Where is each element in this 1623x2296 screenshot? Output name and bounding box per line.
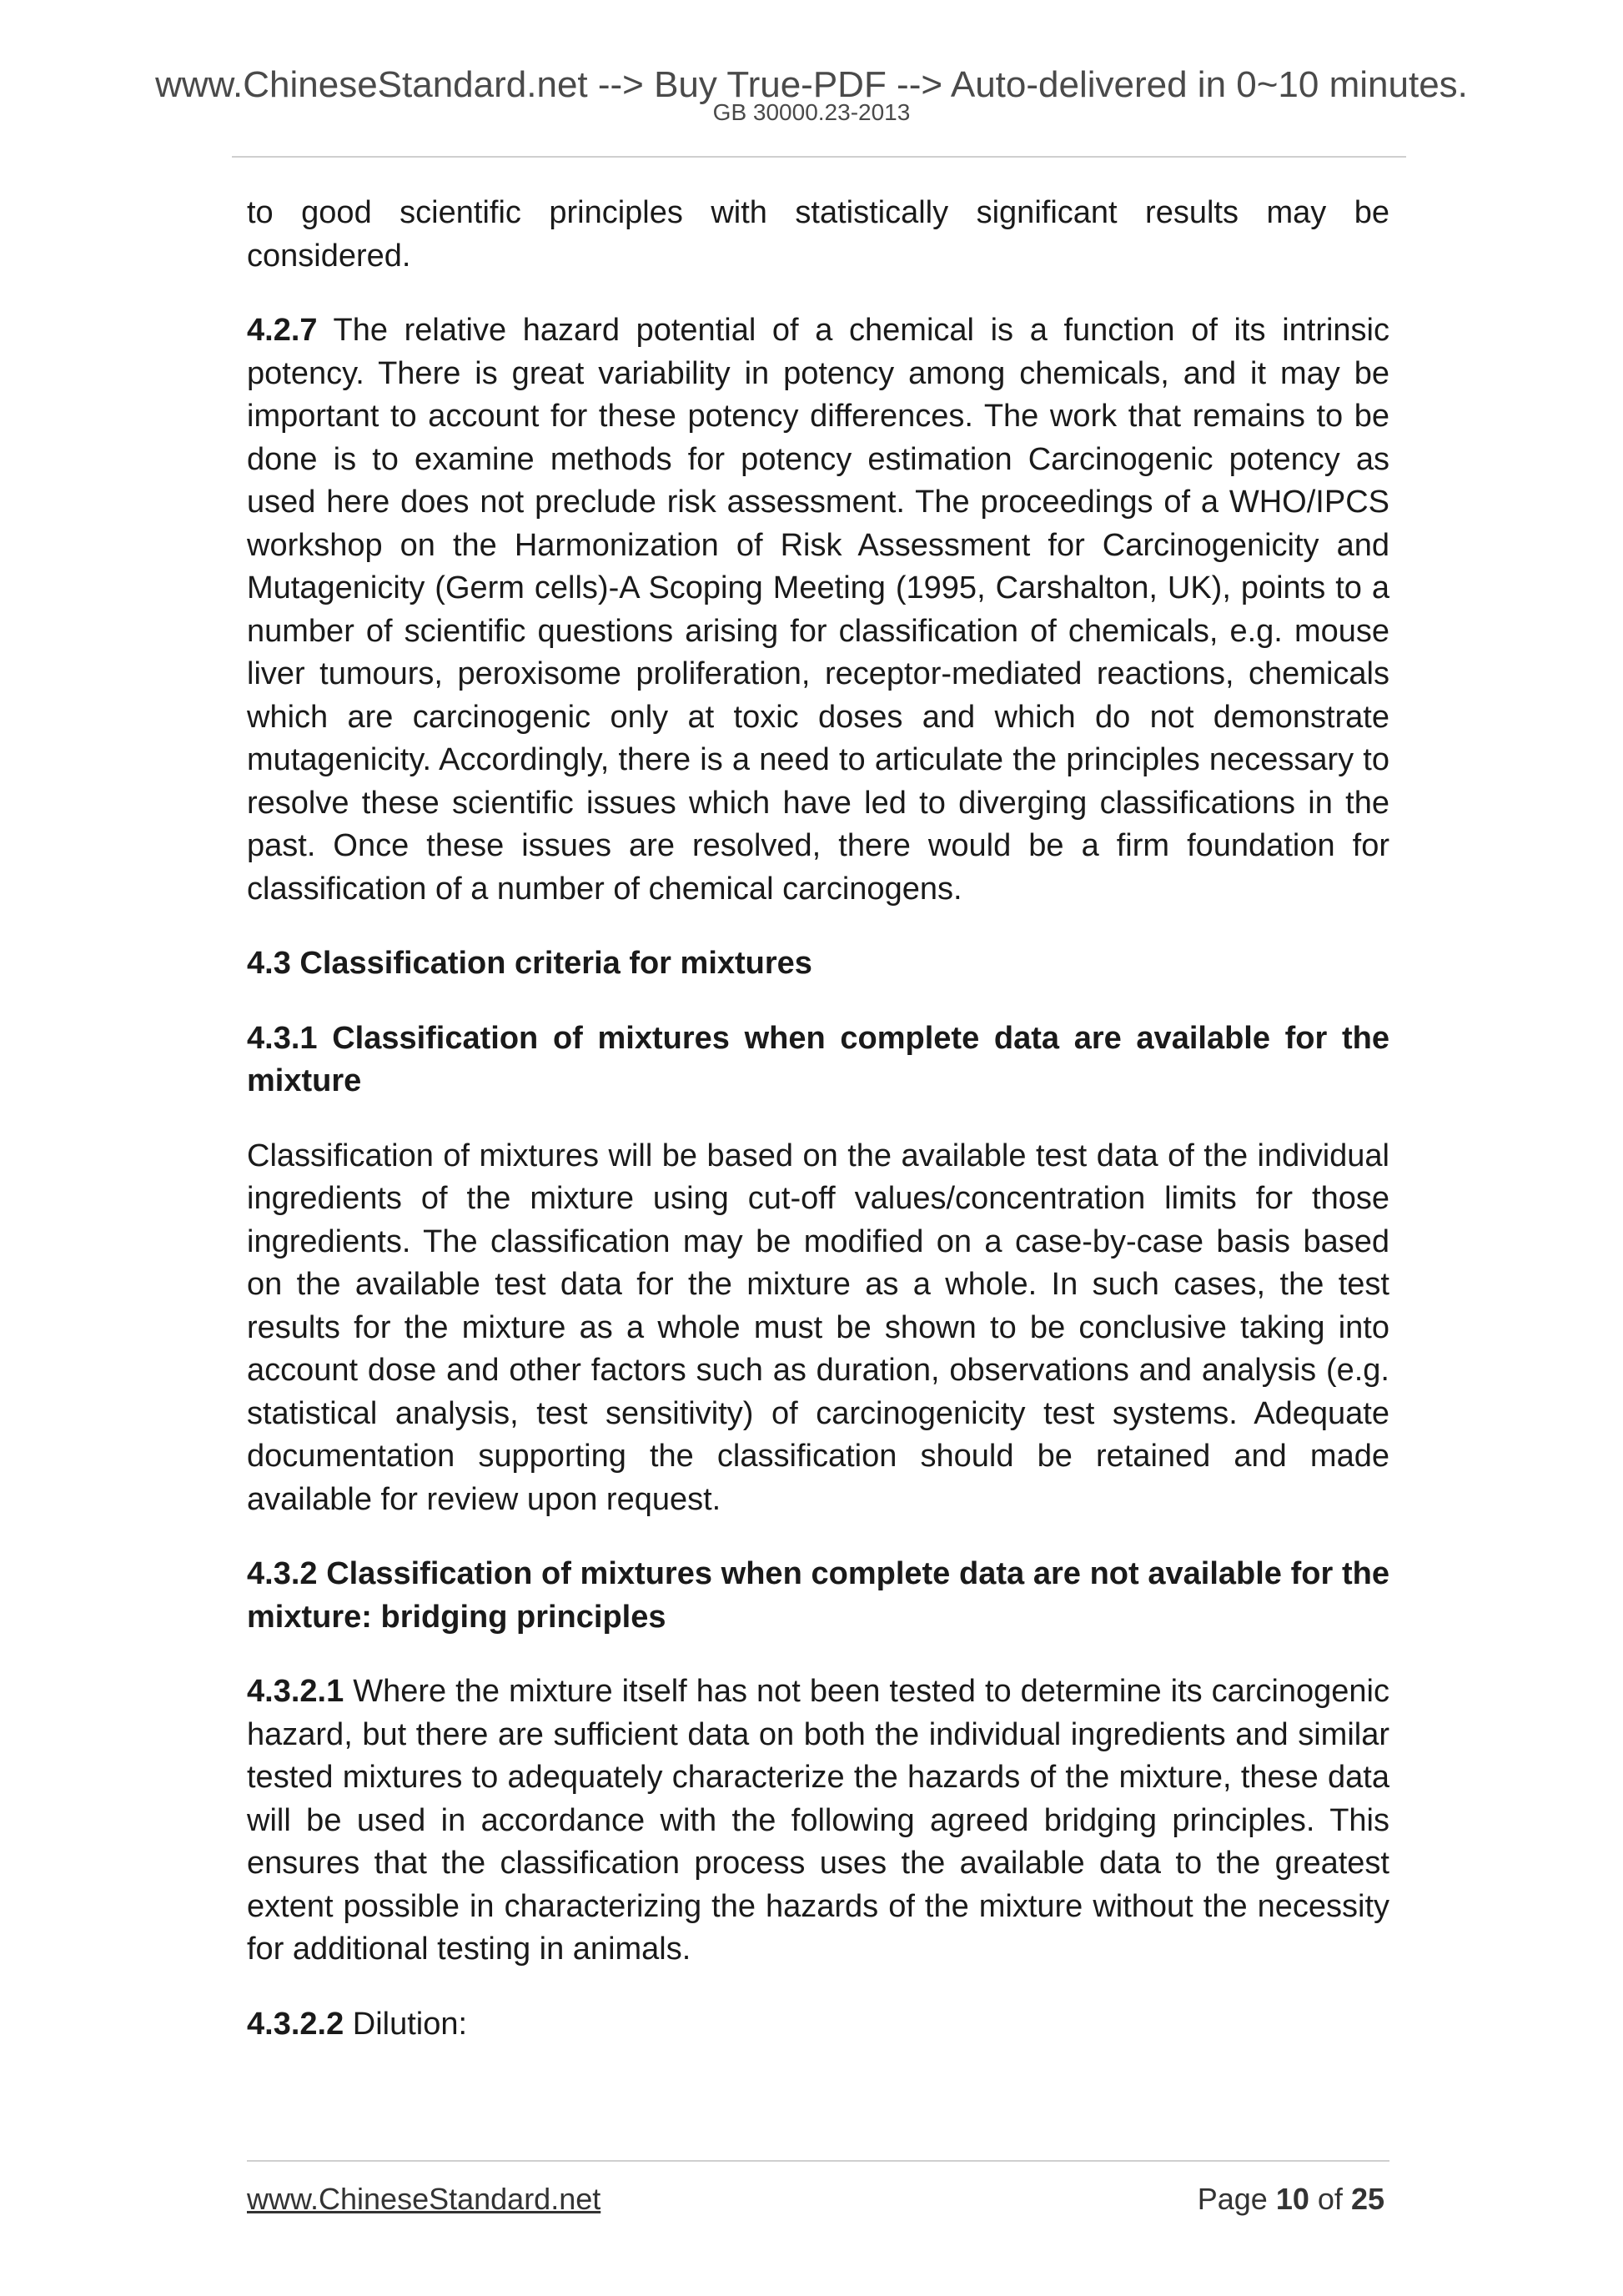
document-body bbox=[247, 192, 1389, 2077]
heading-4-3: 4.3 Classification criteria for mixtures bbox=[247, 946, 812, 981]
page-number: 10 bbox=[1275, 2182, 1309, 2216]
standard-code: GB 30000.23-2013 bbox=[712, 99, 911, 125]
clause-4-2-7 bbox=[247, 309, 1389, 911]
continuation-paragraph: to good scientific principles with statistically significant results may be considered. bbox=[247, 195, 1389, 274]
clause-4-3-2-2 bbox=[247, 2003, 1389, 2047]
clause-4-3-2-1 bbox=[247, 1671, 1389, 1972]
heading-4-3-1: 4.3.1 Classification of mixtures when complete data are available for the mixture bbox=[247, 1020, 1389, 1098]
total-pages: 25 bbox=[1350, 2182, 1384, 2216]
heading-4-3-2: 4.3.2 Classification of mixtures when complete data are not available for the mixture: bridging principles bbox=[247, 1556, 1389, 1635]
footer-site-link[interactable]: www.ChineseStandard.net bbox=[247, 2182, 601, 2216]
footer-divider bbox=[247, 2160, 1389, 2162]
site-banner[interactable]: www.ChineseStandard.net --> Buy True-PDF --> Auto-delivered in 0~10 minutes. bbox=[155, 64, 1468, 105]
page-indicator bbox=[1198, 2182, 1384, 2217]
clause-text: Dilution: bbox=[352, 2006, 468, 2042]
clause-number: 4.3.2.2 bbox=[247, 2006, 344, 2042]
clause-number: 4.2.7 bbox=[247, 313, 318, 348]
of-word: of bbox=[1317, 2182, 1343, 2216]
clause-text: The relative hazard potential of a chemical is a function of its intrinsic potency. There is great variability in potency among chemicals, and it may be important to account for these potency differences. The work that remains to be done is to examine methods for potency estimation Carcinogenic potency as used here does not preclude risk assessment. The proceedings of a WHO/IPCS workshop on the Harmonization of Risk Assessment for Carcinogenicity and Mutagenicity (Germ cells)-A Scoping Meeting (1995, Carshalton, UK), points to a number of scientific questions arising for classification of chemicals, e.g. mouse liver tumours, peroxisome proliferation, receptor-mediated reactions, chemicals which are carcinogenic only at toxic doses and which do not demonstrate mutagenicity. Accordingly, there is a need to articulate the principles necessary to resolve these scientific issues which have led to diverging classifications in the past. Once these issues are resolved, there would be a firm foundation for classification of a number of chemical carcinogens. bbox=[247, 313, 1389, 907]
clause-number: 4.3.2.1 bbox=[247, 1674, 344, 1709]
paragraph-4-3-1: Classification of mixtures will be based on the available test data of the individual ingredients of the mixture using cut-off values/concentration limits for those ingredients. The classification may be modified on a case-by-case basis based on the available test data for the mixture as a whole. In such cases, the test results for the mixture as a whole must be shown to be conclusive taking into account dose and other factors such as duration, observations and analysis (e.g. statistical analysis, test sensitivity) of carcinogenicity test systems. Adequate documentation supporting the classification should be retained and made available for review upon request. bbox=[247, 1138, 1389, 1517]
page-word: Page bbox=[1197, 2182, 1268, 2216]
clause-text: Where the mixture itself has not been tested to determine its carcinogenic hazard, but there are sufficient data on both the individual ingredients and similar tested mixtures to adequately characterize the hazards of the mixture, these data will be used in accordance with the following agreed bridging principles. This ensures that the classification process uses the available data to the greatest extent possible in characterizing the hazards of the mixture without the necessity for additional testing in animals. bbox=[247, 1674, 1389, 1967]
header-divider bbox=[232, 156, 1406, 158]
